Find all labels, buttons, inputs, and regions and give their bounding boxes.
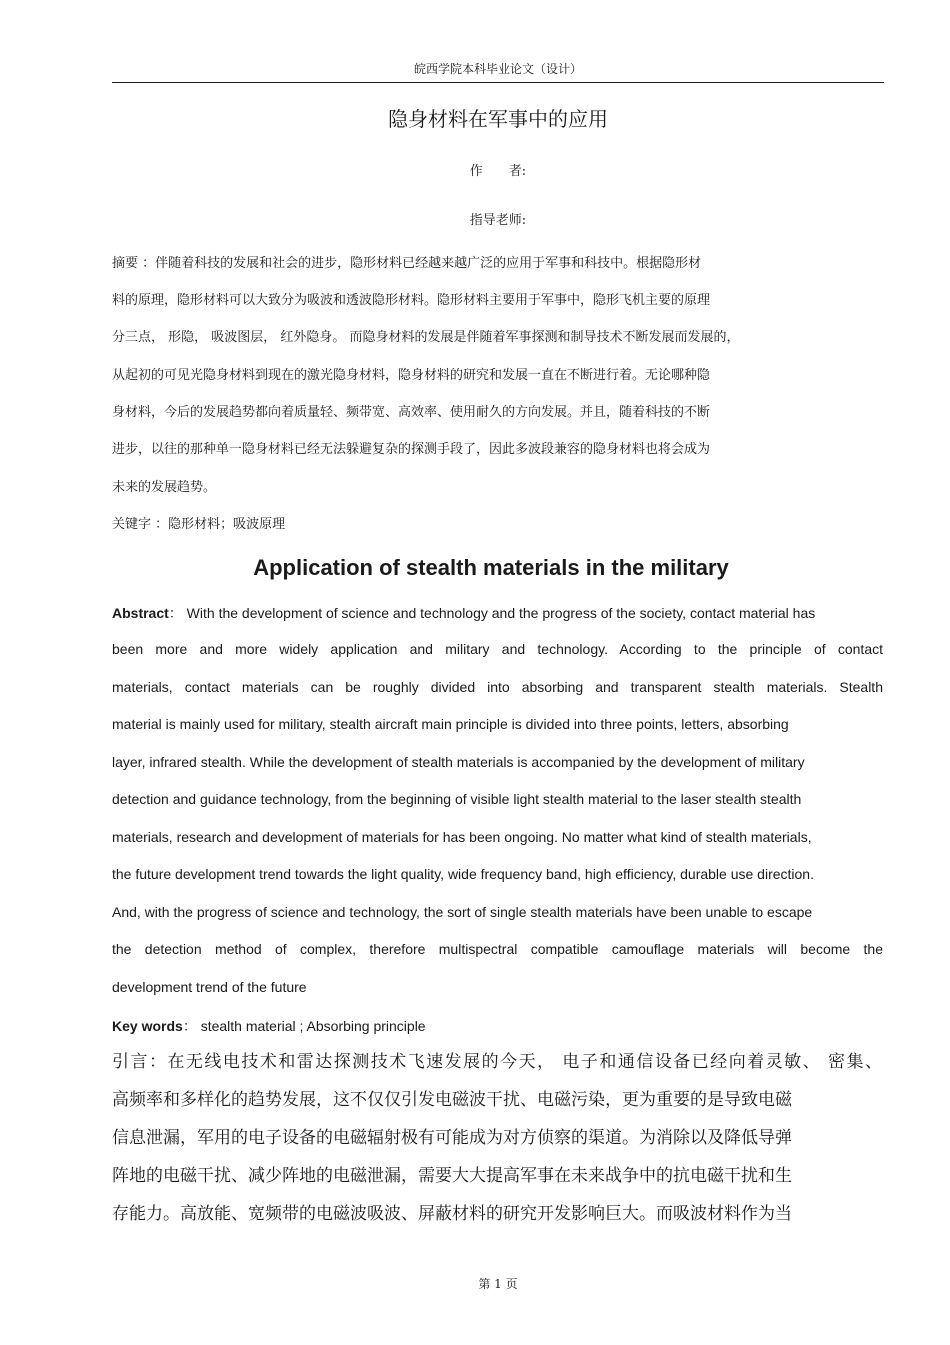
abstract-en-first-line [112,603,815,623]
advisor-label: 指导老师: [469,213,527,228]
abstract-cn-line: 未来的发展趋势。 [112,480,217,495]
keywords-en [112,1016,426,1036]
abstract-en-line: And, with the progress of science and technology, the sort of single stealth materials have been unable to escape [112,904,813,920]
page-number: 第 1 页 [478,1277,518,1291]
abstract-cn-line: 料的原理，隐形材料可以大致分为吸波和透波隐形材料。隐形材料主要用于军事中，隐形飞机主要的原理 [112,293,711,308]
abstract-en-line: been more and more widely application and military and technology. According to the principle of contact [112,641,883,657]
abstract-label-sep: ： [168,605,183,621]
header-divider [112,82,884,83]
abstract-en-line: materials, research and development of materials for has been ongoing. No matter what kind of stealth materials, [112,829,812,845]
abstract-en-line: development trend of the future [112,979,307,995]
intro-line: 存能力。高放能、宽频带的电磁波吸波、屏蔽材料的研究开发影响巨大。而吸波材料作为当 [112,1204,792,1224]
intro-line: 信息泄漏，军用的电子设备的电磁辐射极有可能成为对方侦察的渠道。为消除以及降低导弹 [112,1128,792,1148]
abstract-cn-line: 身材料，今后的发展趋势都向着质量轻、频带宽、高效率、使用耐久的方向发展。并且，随着科技的不断 [112,405,711,420]
abstract-en-line: materials, contact materials can be roughly divided into absorbing and transparent stealth materials. Stealth [112,679,883,695]
running-header: 皖西学院本科毕业论文（设计） [413,62,582,76]
abstract-en-line: the future development trend towards the light quality, wide frequency band, high efficiency, durable use direction. [112,866,814,882]
intro-line: 引言：在无线电技术和雷达探测技术飞速发展的今天， 电子和通信设备已经向着灵敏、 密集、 [112,1052,882,1072]
keywords-cn: 关键字 ：隐形材料；吸波原理 [112,517,286,532]
keywords-en-sep: ： [182,1018,197,1034]
abstract-label: Abstract [112,605,169,621]
abstract-en-line: layer, infrared stealth. While the development of stealth materials is accompanied by the development of military [112,754,805,770]
keywords-en-label: Key words [112,1018,183,1034]
abstract-en-line: With the development of science and technology and the progress of the society, contact material has [182,605,816,621]
intro-line: 阵地的电磁干扰、减少阵地的电磁泄漏，需要大大提高军事在未来战争中的抗电磁干扰和生 [112,1166,792,1186]
abstract-cn-line: 从起初的可见光隐身材料到现在的激光隐身材料，隐身材料的研究和发展一直在不断进行着。无论哪种隐 [112,368,711,383]
abstract-en-line: detection and guidance technology, from the beginning of visible light stealth material to the laser stealth stealth [112,791,802,807]
abstract-en-line: the detection method of complex, therefore multispectral compatible camouflage materials will become the [112,941,883,957]
paper-title-en: Application of stealth materials in the military [253,555,729,580]
abstract-cn-line: 分三点， 形隐， 吸波图层， 红外隐身。 而隐身材料的发展是伴随着军事探测和制导技术不断发展而发展的， [112,330,740,345]
intro-line: 高频率和多样化的趋势发展，这不仅仅引发电磁波干扰、电磁污染，更为重要的是导致电磁 [112,1090,792,1110]
abstract-cn-line: 摘要 ：伴随着科技的发展和社会的进步，隐形材料已经越来越广泛的应用于军事和科技中。根据隐形材 [112,256,702,271]
paper-title-cn: 隐身材料在军事中的应用 [388,107,608,131]
keywords-en-values: stealth material ; Absorbing principle [196,1018,426,1034]
abstract-en-line: material is mainly used for military, stealth aircraft main principle is divided into three points, letters, absorbing [112,716,789,732]
author-label: 作 者: [469,164,527,179]
abstract-cn-line: 进步，以往的那种单一隐身材料已经无法躲避复杂的探测手段了，因此多波段兼容的隐身材料也将会成为 [112,442,711,457]
